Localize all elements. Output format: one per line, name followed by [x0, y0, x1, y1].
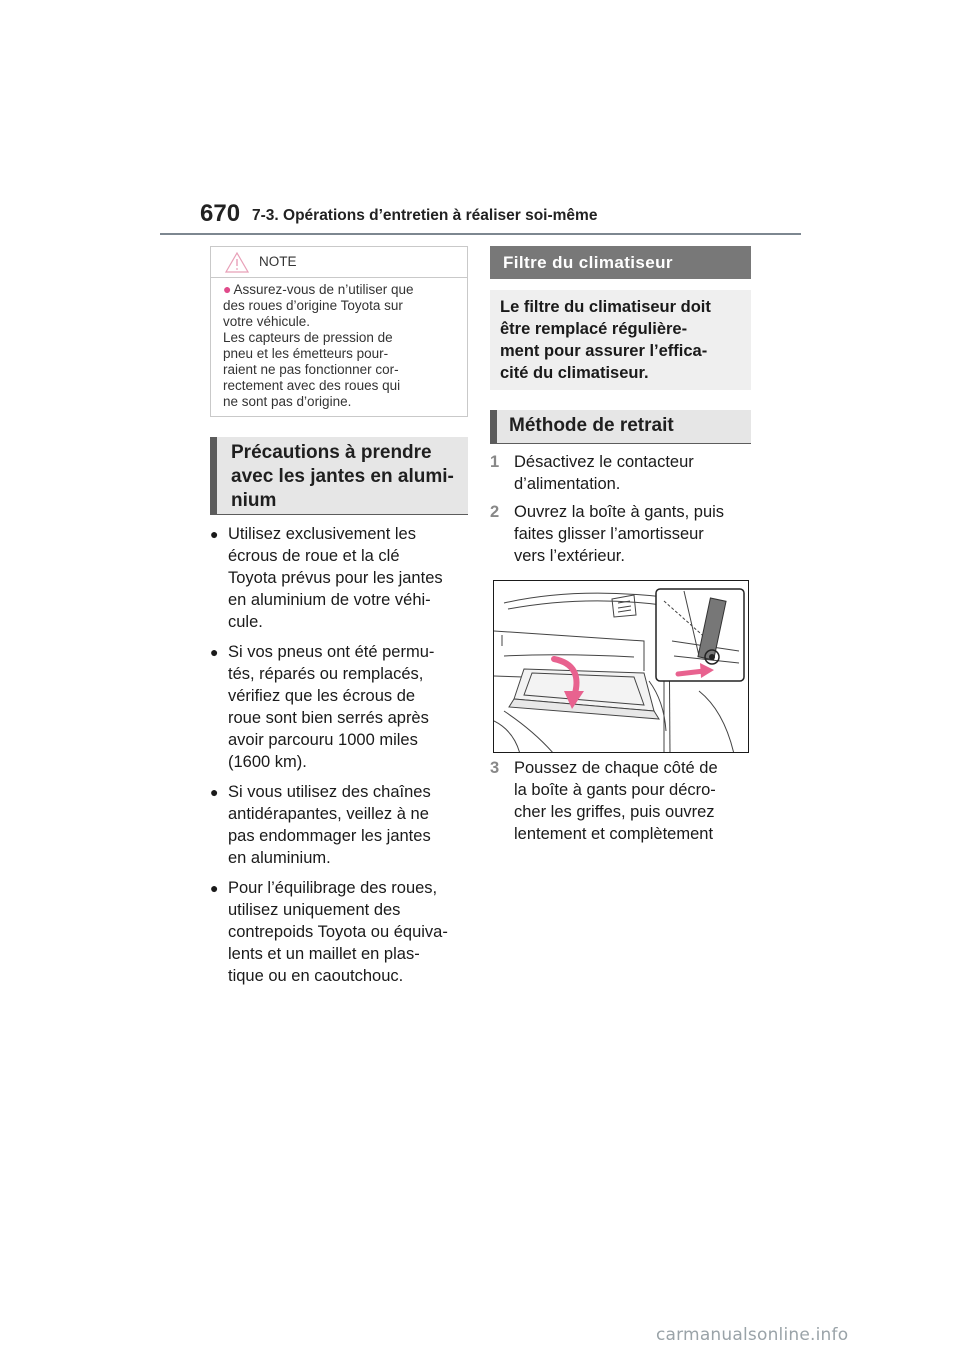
glovebox-illustration — [493, 580, 749, 753]
step-item: 3 Poussez de chaque côté de la boîte à gants pour décro- cher les griffes, puis ouvrez lentement et complètement — [490, 759, 718, 843]
step-item: 2 Ouvrez la boîte à gants, puis faites glisser l’amortisseur vers l’extérieur. — [490, 503, 725, 565]
list-item: ● Pour l’équilibrage des roues, utilisez uniquement des contrepoids Toyota ou équiva- lents et un maillet en plas- tique ou en caoutchouc. — [210, 877, 472, 987]
method-heading-text: Méthode de retrait — [509, 415, 674, 436]
note-line: Assurez-vous de n’utiliser que — [233, 282, 414, 297]
glovebox-drawing — [494, 581, 749, 753]
note-title: NOTE — [259, 254, 297, 269]
precautions-heading — [210, 437, 468, 515]
precautions-list — [210, 523, 472, 995]
note-bullet-icon: ● — [223, 281, 232, 297]
step-number: 3 — [490, 759, 500, 777]
note-line: ne sont pas d’origine. — [223, 394, 352, 409]
method-heading — [490, 410, 751, 444]
precautions-heading-text: Précautions à prendre avec les jantes en alumi- nium — [231, 442, 454, 511]
note-line: Les capteurs de pression de — [223, 330, 393, 345]
section-header-title: 7-3. Opérations d’entretien à réaliser soi-même — [252, 207, 598, 224]
filter-title-bar: Filtre du climatiseur — [490, 246, 751, 279]
watermark: carmanualsonline.info — [656, 1325, 849, 1345]
list-item: ● Si vos pneus ont été permu- tés, réparés ou remplacés, vérifiez que les écrous de roue sont bien serrés après avoir parcouru 1000 miles (1600 km). — [210, 641, 472, 773]
step-number: 2 — [490, 503, 500, 521]
note-line: raient ne pas fonctionner cor- — [223, 362, 399, 377]
warning-triangle-icon — [225, 252, 249, 273]
note-body — [223, 281, 463, 410]
steps-list — [490, 451, 752, 573]
note-line: des roues d’origine Toyota sur — [223, 298, 403, 313]
note-line: rectement avec des roues qui — [223, 378, 401, 393]
note-line: pneu et les émetteurs pour- — [223, 346, 389, 361]
list-item: ● Utilisez exclusivement les écrous de roue et la clé Toyota prévus pour les jantes en aluminium de votre véhi- cule. — [210, 523, 472, 633]
header-rule — [160, 233, 801, 235]
page-number: 670 — [200, 200, 241, 227]
note-header — [211, 247, 467, 278]
list-item: ● Si vous utilisez des chaînes antidérapantes, veillez à ne pas endommager les jantes en aluminium. — [210, 781, 472, 869]
filter-intro-box — [490, 290, 751, 390]
step-item: 1 Désactivez le contacteur d’alimentation. — [490, 453, 694, 493]
note-box — [210, 246, 468, 417]
filter-intro-text: Le filtre du climatiseur doit être remplacé régulière- ment pour assurer l’effica- cité du climatiseur. — [500, 298, 711, 382]
note-line: votre véhicule. — [223, 314, 311, 329]
step-number: 1 — [490, 453, 500, 471]
